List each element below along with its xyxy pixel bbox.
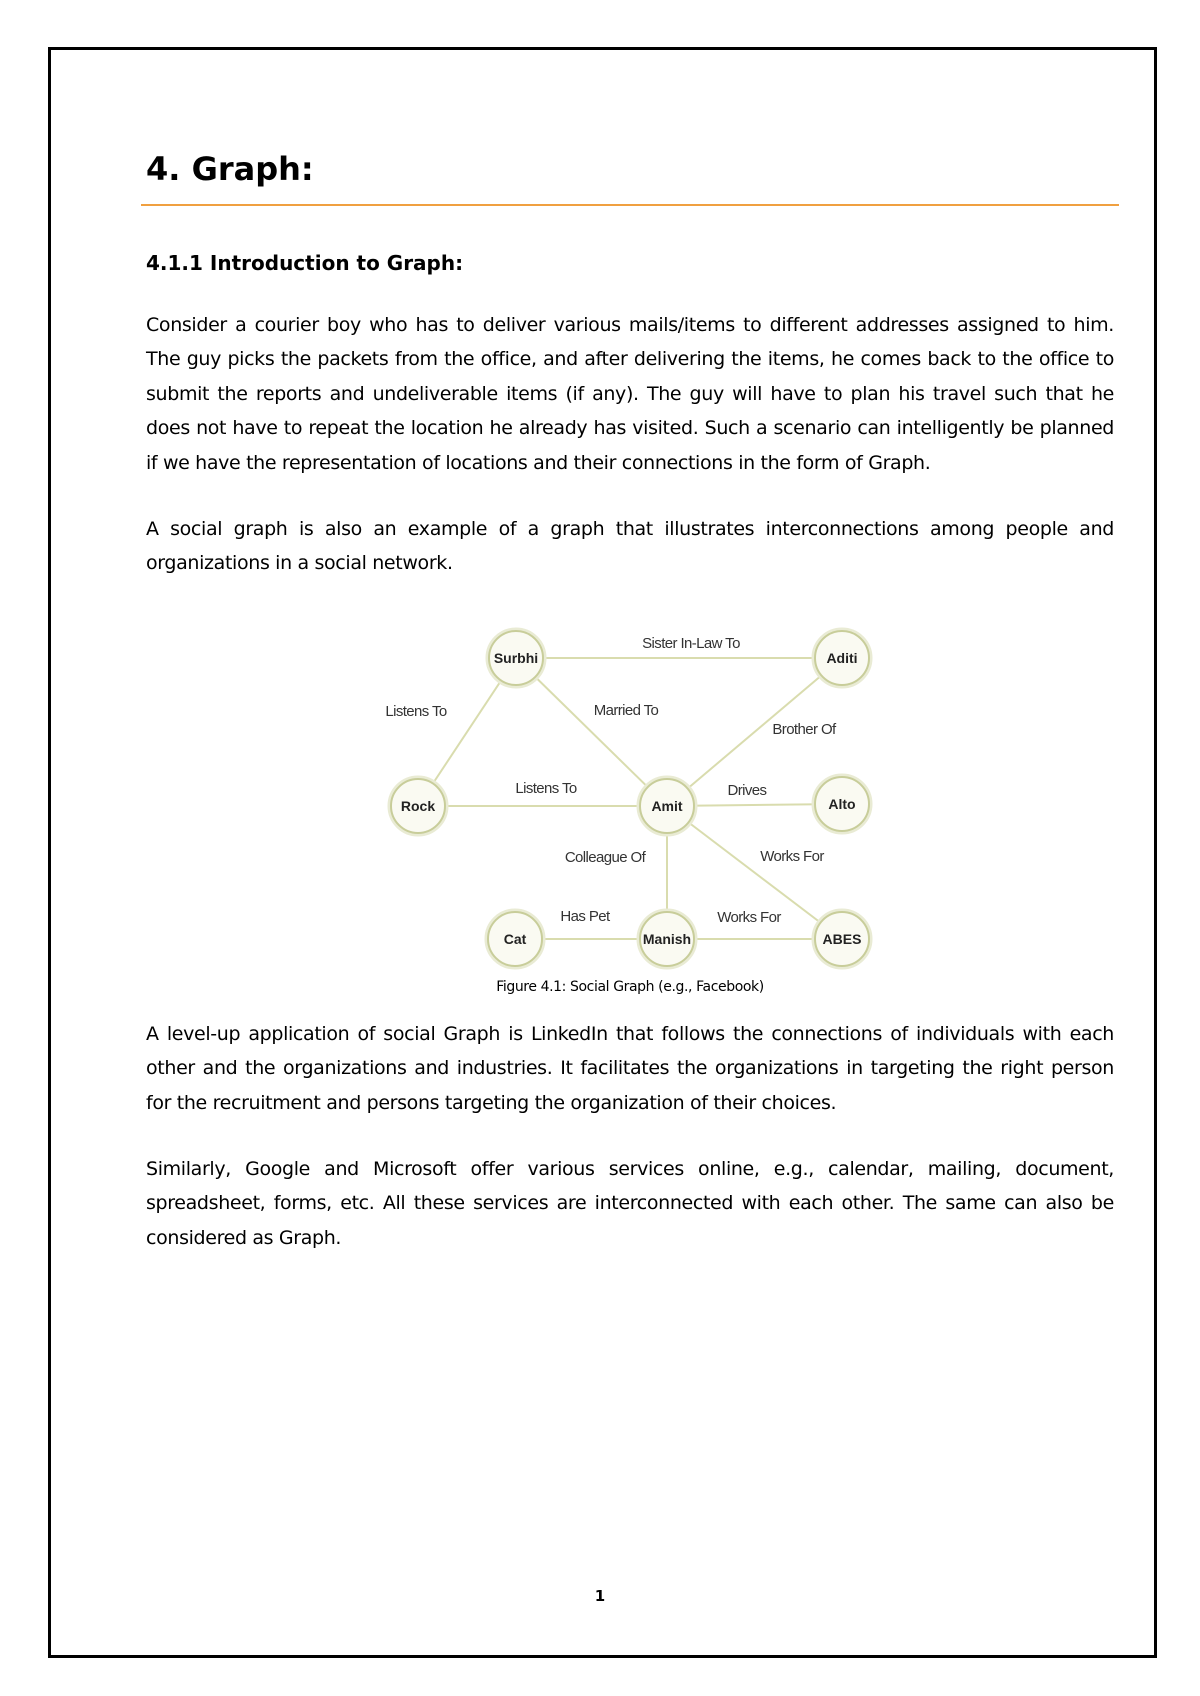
edge-label-listens-to: Listens To	[385, 702, 447, 720]
paragraph-linkedin: A level-up application of social Graph is LinkedIn that follows the connections of individuals with each other and the organizations and industries. It facilitates the organizations in targeting the right person for the recruitment and persons targeting the organization of their choices.	[146, 1022, 1114, 1114]
social-graph-figure	[146, 618, 1114, 982]
edge-label-has-pet: Has Pet	[560, 907, 610, 925]
node-alto	[813, 775, 871, 833]
edge-label-married-to: Married To	[593, 701, 659, 719]
paragraph-social-graph: A social graph is also an example of a graph that illustrates interconnections among people and organizations in a social network.	[146, 518, 1114, 575]
node-amit	[638, 777, 696, 835]
paragraph-courier: Consider a courier boy who has to deliver various mails/items to different addresses assigned to him. The guy picks the packets from the office, and after delivering the items, he comes back to the office to submit the reports and undeliverable items (if any). The guy will have to plan his travel such that he does not have to repeat the location he already has visited. Such a scenario can intelligently be planned if we have the representation of locations and their connections in the form of Graph.	[146, 314, 1114, 474]
node-aditi	[813, 629, 871, 687]
section-heading: 4.1.1 Introduction to Graph:	[146, 251, 464, 275]
figure-caption: Figure 4.1: Social Graph (e.g., Facebook)	[496, 978, 764, 995]
svg-text:Alto: Alto	[828, 795, 856, 812]
paragraph-google-microsoft: Similarly, Google and Microsoft offer various services online, e.g., calendar, mailing, document, spreadsheet, forms, etc. All these services are interconnected with each other. The same can also be considered as Graph.	[146, 1158, 1114, 1249]
social-graph-diagram	[146, 618, 1114, 982]
node-rock	[389, 777, 447, 835]
svg-text:Aditi: Aditi	[826, 649, 858, 666]
page-number: 1	[594, 1587, 606, 1605]
document-body	[146, 140, 1114, 1255]
svg-text:Amit: Amit	[651, 797, 683, 814]
edge-label-works-for: Works For	[760, 847, 824, 865]
edge-label-colleague-of: Colleague Of	[564, 848, 646, 866]
edge-label-sister-in-law-to: Sister In-Law To	[642, 634, 740, 652]
heading-rule	[141, 204, 1119, 206]
svg-text:Rock: Rock	[400, 797, 436, 814]
chapter-heading: 4. Graph:	[146, 150, 314, 188]
node-surbhi	[487, 629, 545, 687]
node-abes	[813, 910, 871, 968]
node-cat	[486, 910, 544, 968]
edge-label-drives: Drives	[727, 781, 767, 799]
edge-label-works-for: Works For	[717, 908, 781, 926]
svg-text:Cat: Cat	[503, 930, 527, 947]
node-manish	[638, 910, 696, 968]
svg-text:ABES: ABES	[822, 930, 862, 947]
svg-text:Surbhi: Surbhi	[493, 649, 539, 666]
edge-label-listens-to: Listens To	[515, 779, 577, 797]
edge-label-brother-of: Brother Of	[772, 720, 836, 738]
svg-text:Manish: Manish	[642, 930, 692, 947]
